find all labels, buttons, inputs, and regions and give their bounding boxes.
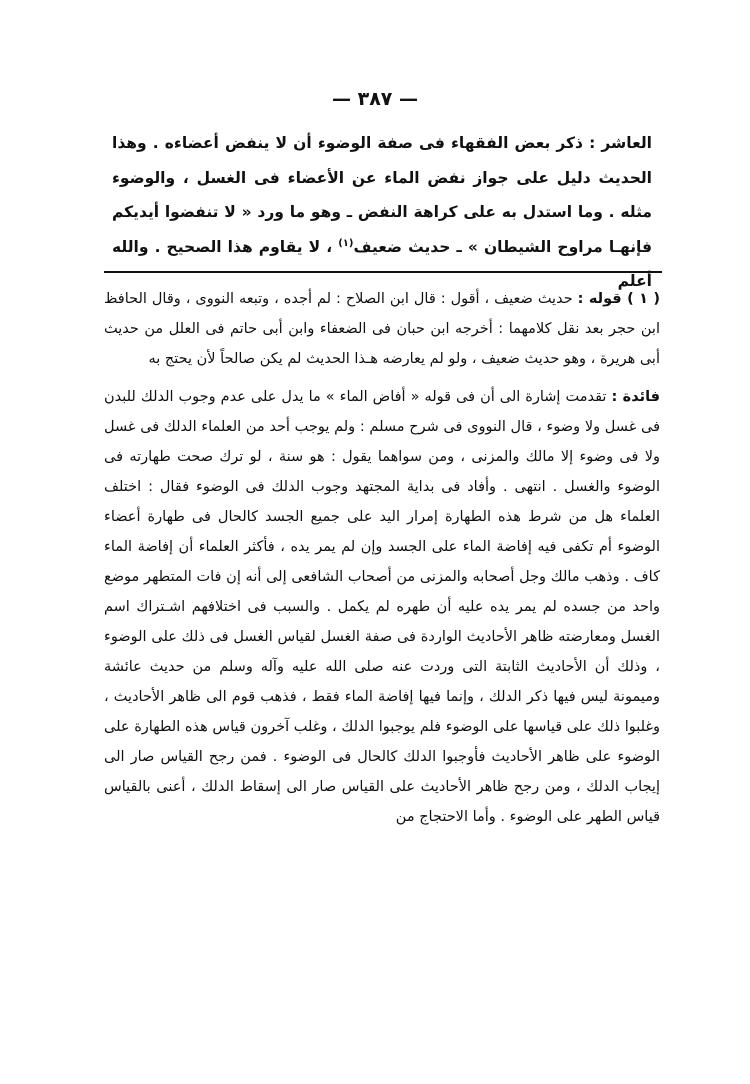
footnote-divider: [104, 271, 662, 273]
footnote-benefit: [104, 382, 660, 832]
footnote-benefit-text: تقدمت إشارة الى أن فى قوله « أفاض الماء » ما يدل على عدم وجوب الدلك للبدن فى غسل ولا وضوء ، قال النووى فى شرح مسلم : ولم يوجب أحد من العلماء الدلك فى غسل ولا فى وضوء إلا مالك والمزنى ، ومن سواهما يقول : هو سنة ، لو ترك صحت طهارته فى الوضوء والغسل . انتهى . وأفاد فى بداية المجتهد وجوب الدلك فى الوضوء فقال : اختلف العلماء هل من شرط هذه الطهارة إمرار اليد على جميع الجسد كالحال فى طهارة أعضاء الوضوء أم تكفى فيه إفاضة الماء على الجسد وإن لم يمر يده ، فأكثر العلماء أن إفاضة الماء كاف . وذهب مالك وجل أصحابه والمزنى من أصحاب الشافعى إلى أنه إن فات المتطهر موضع واحد من جسده لم يمر يده عليه أن طهره لم يكمل . والسبب فى اختلافهم اشـتراك اسم الغسل ومعارضته ظاهر الأحاديث الواردة فى صفة الغسل لقياس الغسل فى ذلك على الوضوء ، وذلك أن الأحاديث الثابتة التى وردت عنه صلى الله عليه وآله وسلم من حديث عائشة وميمونة ليس فيها ذكر الدلك ، وإنما فيها إفاضة الماء فقط ، فذهب قوم الى ظاهر الأحاديث ، وغلبوا ذلك على قياسها على الوضوء فلم يوجبوا الدلك ، وغلب آخرون قياس هذه الطهارة على الوضوء على ظاهر الأحاديث فأوجبوا الدلك كالحال فى الوضوء . فمن رجح القياس صار الى إيجاب الدلك ، ومن رجح ظاهر الأحاديث على القياس صار الى إسقاط الدلك ، أعنى بالقياس قياس الطهر على الوضوء . وأما الاحتجاج من: [104, 389, 660, 825]
footnote-1-text: حديث ضعيف ، أقول : قال ابن الصلاح : لم أجده ، وتبعه النووى ، وقال الحافظ ابن حجر بعد نقل كلامهما : أخرجه ابن حبان فى الضعفاء وابن أبى حاتم فى العلل من حديث أبى هريرة ، وهو حديث ضعيف ، ولو لم يعارضه هـذا الحديث لم يكن صالحاً لأن يحتج به: [104, 291, 660, 367]
footnotes-section: [104, 284, 660, 832]
footnote-1: [104, 284, 660, 374]
footnote-1-label: ( ١ ) قوله :: [577, 291, 660, 307]
main-paragraph-text: العاشر : ذكر بعض الفقهاء فى صفة الوضوء أن لا ينفض أعضاءه . وهذا الحديث دليل على جواز نفض الماء عن الأعضاء فى الغسل ، والوضوء مثله . وما استدل به على كراهة النفض ـ وهو ما ورد « لا تنفضوا أيديكم فإنهـا مراوح الشيطان » ـ حديث ضعيف: [112, 134, 652, 256]
main-paragraph-end: ، لا يقاوم هذا الصحيح . والله أعلم: [112, 237, 652, 290]
page-number: — ٣٨٧ —: [331, 88, 419, 110]
footnote-benefit-label: فائدة :: [611, 389, 661, 405]
footnote-marker: (١): [338, 237, 354, 249]
